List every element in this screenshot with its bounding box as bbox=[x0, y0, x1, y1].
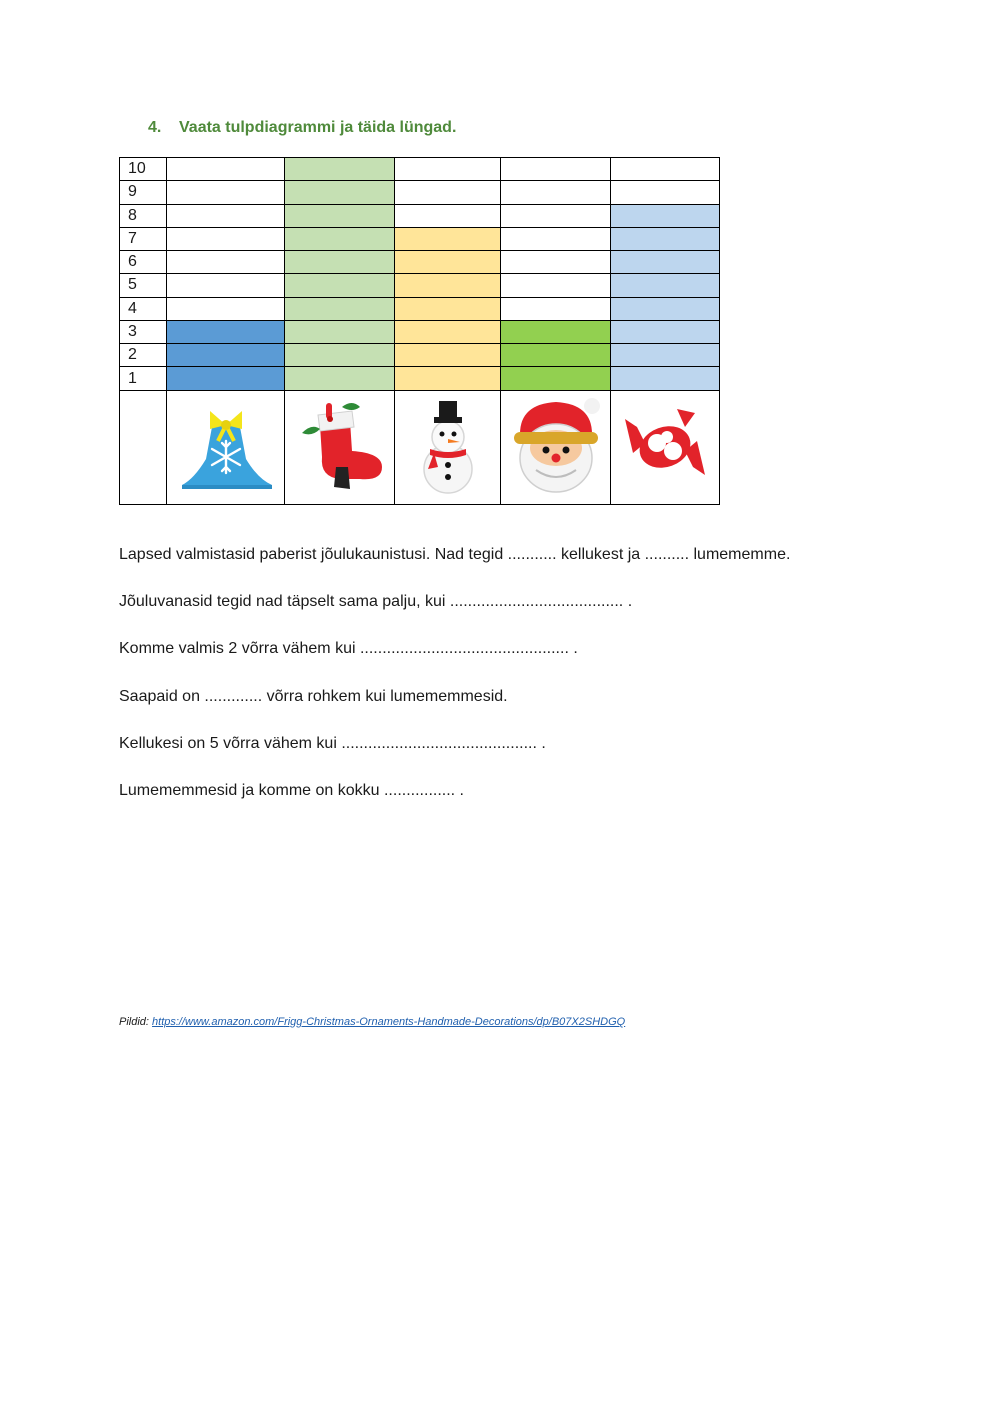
bar-stocking-segment bbox=[285, 204, 395, 227]
bar-snowman-segment bbox=[395, 227, 501, 250]
task-number: 4. bbox=[148, 119, 162, 136]
chart-row-7 bbox=[120, 227, 720, 250]
stocking-icon bbox=[290, 397, 390, 497]
credit-label: Pildid: bbox=[119, 1016, 149, 1028]
bar-snowman-segment bbox=[395, 274, 501, 297]
santa-icon bbox=[506, 394, 606, 500]
y-tick-label: 10 bbox=[120, 158, 167, 181]
y-tick-label: 5 bbox=[120, 274, 167, 297]
bell-picture-cell bbox=[167, 390, 285, 504]
bar-bell-segment bbox=[167, 367, 285, 390]
bar-candy-segment bbox=[611, 251, 720, 274]
bell-icon bbox=[176, 397, 276, 497]
image-credit bbox=[119, 1016, 625, 1028]
empty-cell bbox=[501, 297, 611, 320]
y-tick-label: 2 bbox=[120, 344, 167, 367]
sentence-5: Kellukesi on 5 võrra vähem kui ............................................ . bbox=[119, 734, 546, 752]
empty-cell bbox=[611, 158, 720, 181]
bar-stocking-segment bbox=[285, 367, 395, 390]
bar-santa-segment bbox=[501, 320, 611, 343]
snowman-icon bbox=[398, 397, 498, 497]
chart-row-4 bbox=[120, 297, 720, 320]
candy-picture-cell bbox=[611, 390, 720, 504]
bar-bell-segment bbox=[167, 320, 285, 343]
chart-row-2 bbox=[120, 344, 720, 367]
credit-link[interactable]: https://www.amazon.com/Frigg-Christmas-Ornaments-Handmade-Decorations/dp/B07X2SHDGQ bbox=[152, 1016, 626, 1028]
bar-snowman-segment bbox=[395, 297, 501, 320]
bar-chart-grid bbox=[119, 157, 720, 505]
bar-stocking-segment bbox=[285, 227, 395, 250]
sentence-3: Komme valmis 2 võrra vähem kui ............................................... . bbox=[119, 640, 578, 658]
bar-candy-segment bbox=[611, 297, 720, 320]
empty-cell bbox=[501, 274, 611, 297]
empty-cell bbox=[501, 158, 611, 181]
bar-stocking-segment bbox=[285, 320, 395, 343]
empty-cell bbox=[167, 158, 285, 181]
bar-stocking-segment bbox=[285, 297, 395, 320]
bar-bell-segment bbox=[167, 344, 285, 367]
empty-cell bbox=[167, 227, 285, 250]
chart-row-3 bbox=[120, 320, 720, 343]
y-tick-label: 6 bbox=[120, 251, 167, 274]
empty-cell bbox=[395, 204, 501, 227]
empty-cell bbox=[167, 297, 285, 320]
bar-stocking-segment bbox=[285, 274, 395, 297]
empty-cell bbox=[501, 204, 611, 227]
task-title: Vaata tulpdiagrammi ja täida lüngad. bbox=[179, 119, 457, 136]
stocking-picture-cell bbox=[285, 390, 395, 504]
y-tick-label: 9 bbox=[120, 181, 167, 204]
chart-row-8 bbox=[120, 204, 720, 227]
bar-stocking-segment bbox=[285, 181, 395, 204]
bar-candy-segment bbox=[611, 320, 720, 343]
empty-cell bbox=[501, 181, 611, 204]
empty-cell bbox=[395, 158, 501, 181]
y-tick-label: 7 bbox=[120, 227, 167, 250]
y-tick-label: 1 bbox=[120, 367, 167, 390]
empty-cell bbox=[395, 181, 501, 204]
bar-santa-segment bbox=[501, 367, 611, 390]
chart-row-6 bbox=[120, 251, 720, 274]
empty-cell bbox=[501, 227, 611, 250]
empty-axis-cell bbox=[120, 390, 167, 504]
sentence-4: Saapaid on ............. võrra rohkem kui lumememmesid. bbox=[119, 687, 508, 705]
santa-picture-cell bbox=[501, 390, 611, 504]
empty-cell bbox=[167, 204, 285, 227]
bar-candy-segment bbox=[611, 204, 720, 227]
chart-row-5 bbox=[120, 274, 720, 297]
snowman-picture-cell bbox=[395, 390, 501, 504]
sentence-2: Jõuluvanasid tegid nad täpselt sama palju, kui ....................................... . bbox=[119, 593, 633, 611]
bar-santa-segment bbox=[501, 344, 611, 367]
chart-row-9 bbox=[120, 181, 720, 204]
y-tick-label: 8 bbox=[120, 204, 167, 227]
bar-stocking-segment bbox=[285, 158, 395, 181]
bar-stocking-segment bbox=[285, 251, 395, 274]
bar-snowman-segment bbox=[395, 344, 501, 367]
bar-snowman-segment bbox=[395, 367, 501, 390]
bar-candy-segment bbox=[611, 227, 720, 250]
bar-snowman-segment bbox=[395, 251, 501, 274]
picture-row bbox=[120, 390, 720, 504]
bar-candy-segment bbox=[611, 367, 720, 390]
empty-cell bbox=[167, 181, 285, 204]
empty-cell bbox=[611, 181, 720, 204]
bar-stocking-segment bbox=[285, 344, 395, 367]
y-tick-label: 3 bbox=[120, 320, 167, 343]
sentence-1: Lapsed valmistasid paberist jõulukaunistusi. Nad tegid ........... kellukest ja .......... lumememme. bbox=[119, 546, 791, 563]
bar-candy-segment bbox=[611, 274, 720, 297]
fill-in-sentences bbox=[119, 544, 859, 827]
bar-candy-segment bbox=[611, 344, 720, 367]
empty-cell bbox=[501, 251, 611, 274]
bar-snowman-segment bbox=[395, 320, 501, 343]
chart-row-10 bbox=[120, 158, 720, 181]
empty-cell bbox=[167, 274, 285, 297]
sentence-6: Lumememmesid ja komme on kokku ................ . bbox=[119, 781, 464, 799]
y-tick-label: 4 bbox=[120, 297, 167, 320]
empty-cell bbox=[167, 251, 285, 274]
chart-row-1 bbox=[120, 367, 720, 390]
task-heading bbox=[148, 119, 456, 137]
candy-icon bbox=[615, 397, 715, 497]
